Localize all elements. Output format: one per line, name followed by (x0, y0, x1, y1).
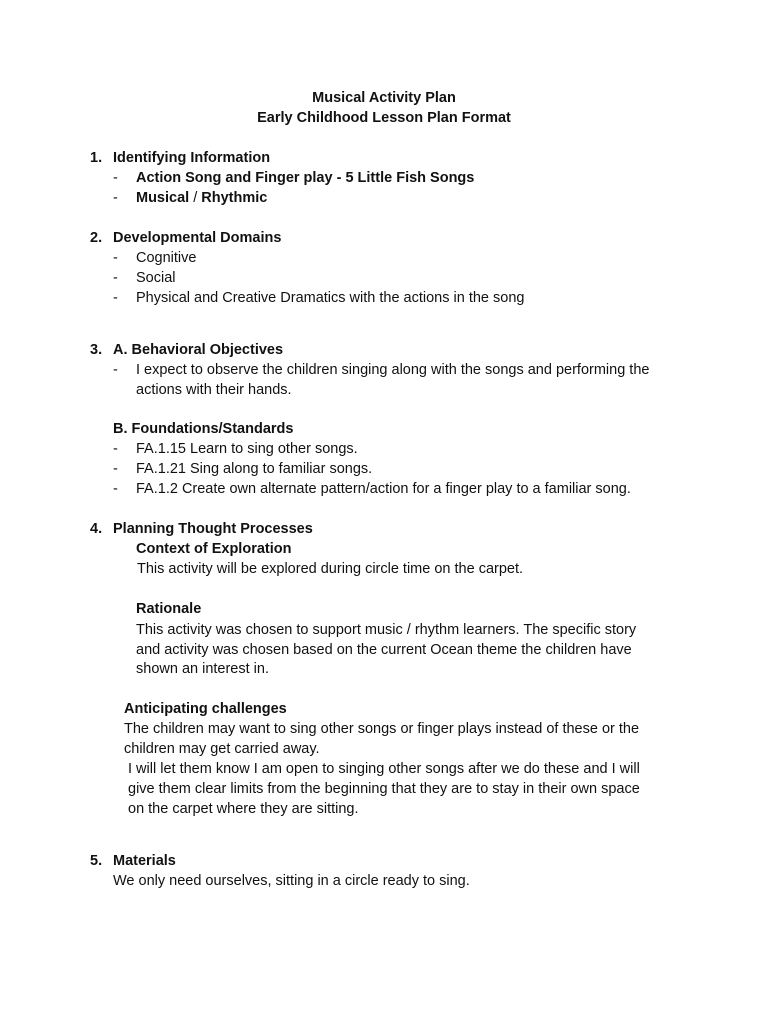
paragraph-line: The children may want to sing other songs or finger plays instead of these or the (124, 721, 640, 737)
paragraph-line: I will let them know I am open to singing other songs after we do these and I will (128, 761, 640, 777)
list-dash: - (113, 461, 118, 477)
list-item-continuation: actions with their hands. (136, 382, 292, 398)
subsection-heading: Anticipating challenges (124, 701, 287, 717)
document-subtitle: Early Childhood Lesson Plan Format (257, 110, 511, 126)
list-item: FA.1.15 Learn to sing other songs. (136, 441, 358, 457)
list-item: FA.1.2 Create own alternate pattern/action for a finger play to a familiar song. (136, 481, 631, 497)
list-item: I expect to observe the children singing along with the songs and performing the (136, 362, 650, 378)
section-heading: A. Behavioral Objectives (113, 342, 284, 358)
document-title: Musical Activity Plan (312, 90, 456, 106)
list-item-part: Rhythmic (201, 190, 268, 206)
list-item: Social (136, 270, 176, 286)
list-item: FA.1.21 Sing along to familiar songs. (136, 461, 373, 477)
paragraph-line: and activity was chosen based on the current Ocean theme the children have (136, 642, 632, 658)
section-number: 1. (90, 150, 103, 166)
paragraph-line: on the carpet where they are sitting. (128, 801, 359, 817)
section-number: 2. (90, 230, 103, 246)
list-dash: - (113, 170, 118, 186)
list-item-separator: / (189, 190, 202, 206)
list-item (136, 188, 267, 208)
list-item-part: Musical (136, 190, 190, 206)
list-item: Physical and Creative Dramatics with the actions in the song (136, 290, 525, 306)
list-dash: - (113, 250, 118, 266)
section-number: 5. (90, 853, 103, 869)
list-item: Cognitive (136, 250, 197, 266)
section-heading: Developmental Domains (113, 230, 282, 246)
paragraph-line: We only need ourselves, sitting in a circle ready to sing. (113, 873, 470, 889)
section-number: 3. (90, 342, 103, 358)
subsection-heading: Rationale (136, 601, 202, 617)
list-item: Action Song and Finger play - 5 Little Fish Songs (136, 170, 475, 186)
paragraph-line: This activity was chosen to support music / rhythm learners. The specific story (136, 622, 637, 638)
section-number: 4. (90, 521, 103, 537)
list-dash: - (113, 190, 118, 206)
paragraph-line: children may get carried away. (124, 741, 320, 757)
list-dash: - (113, 290, 118, 306)
list-dash: - (113, 362, 118, 378)
subsection-heading: B. Foundations/Standards (113, 421, 294, 437)
section-heading: Planning Thought Processes (113, 521, 313, 537)
section-heading: Materials (113, 853, 176, 869)
section-heading: Identifying Information (113, 150, 271, 166)
paragraph-line: This activity will be explored during circle time on the carpet. (137, 561, 524, 577)
list-dash: - (113, 441, 118, 457)
list-dash: - (113, 481, 118, 497)
paragraph-line: shown an interest in. (136, 661, 269, 677)
list-dash: - (113, 270, 118, 286)
paragraph-line: give them clear limits from the beginning that they are to stay in their own space (128, 781, 640, 797)
subsection-heading: Context of Exploration (136, 541, 292, 557)
